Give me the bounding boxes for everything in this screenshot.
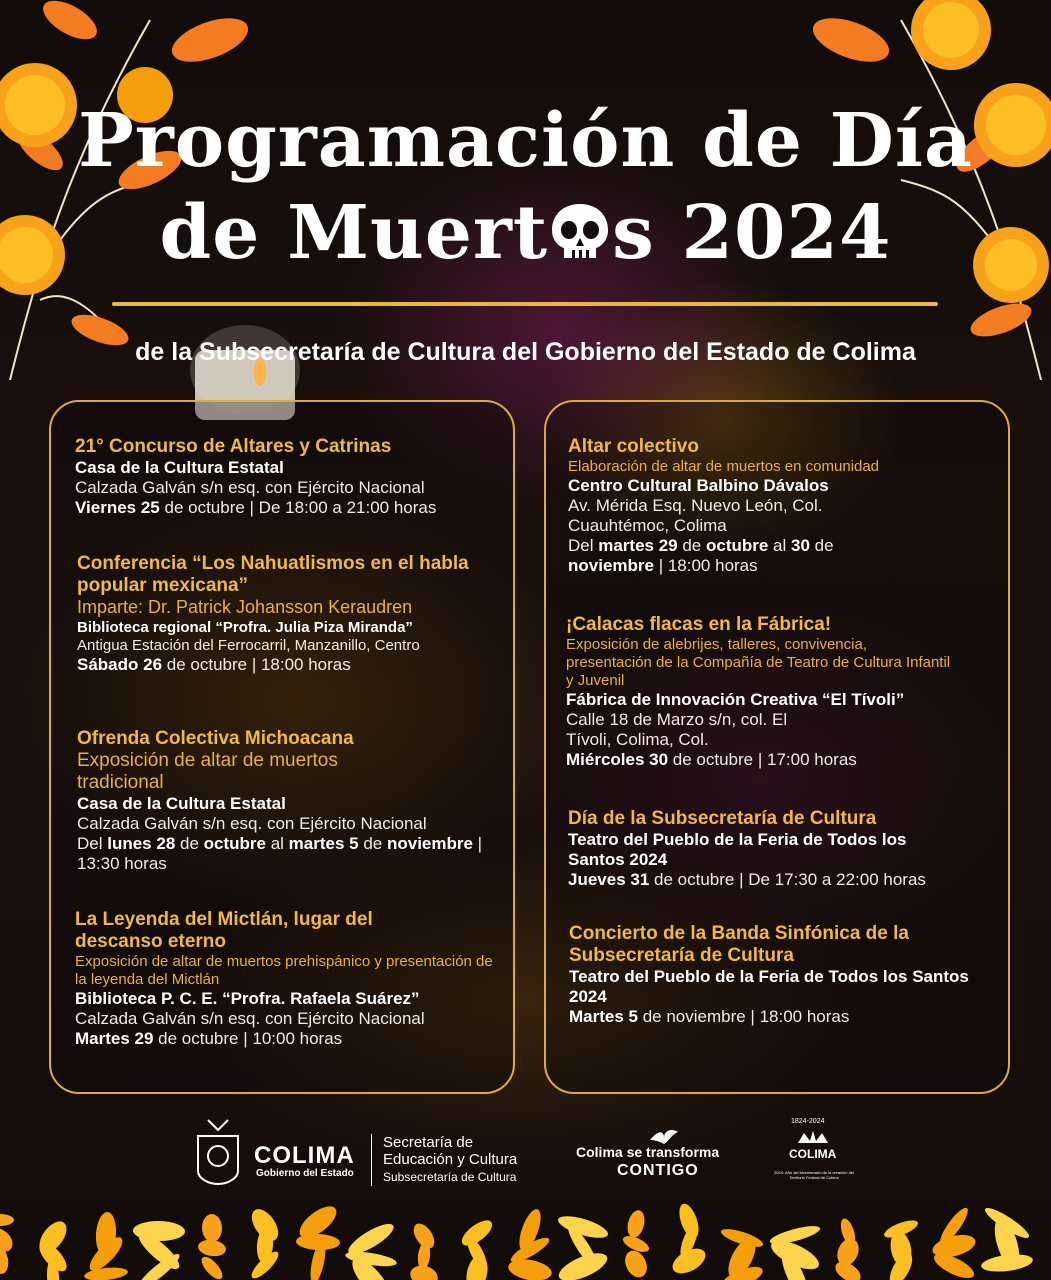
- slogan-line-2: CONTIGO: [617, 1162, 699, 1179]
- event-title: Concierto de la Banda Sinfónica de la Subsecretaría de Cultura: [569, 923, 909, 966]
- event-description: Exposición de altar de muertos tradicional: [77, 750, 338, 793]
- secretaria-line-1: Secretaría de: [383, 1134, 474, 1151]
- event-venue: Teatro del Pueblo de la Feria de Todos los Santos 2024: [568, 830, 907, 869]
- colima-logo-subtitle: Gobierno del Estado: [256, 1168, 354, 1179]
- event-title: Conferencia “Los Nahuatlismos en el habla popular mexicana”: [77, 553, 469, 596]
- event-address: Calle 18 de Marzo s/n, col. El Tívoli, Colima, Col.: [566, 710, 788, 749]
- event-description: Exposición de altar de muertos prehispánico y presentación de la leyenda del Mictlán: [75, 953, 493, 988]
- event-title: ¡Calacas flacas en la Fábrica!: [566, 614, 832, 635]
- event-item: [568, 808, 988, 890]
- event-date: Del lunes 28 de octubre al martes 5 de noviembre | 13:30 horas: [77, 834, 483, 873]
- event-description: Exposición de alebrijes, talleres, convivencia, presentación de la Compañía de Teatro de Cultura Infantil y Juvenil: [566, 636, 951, 689]
- event-item: [569, 923, 989, 1027]
- event-item: [566, 614, 986, 770]
- event-date: Viernes 25 de octubre | De 18:00 a 21:00 horas: [75, 498, 437, 517]
- anniversary-name: COLIMA: [789, 1147, 837, 1161]
- event-venue: Biblioteca regional “Profra. Julia Piza Miranda”: [77, 619, 413, 636]
- event-venue: Teatro del Pueblo de la Feria de Todos los Santos 2024: [569, 967, 969, 1006]
- event-venue: Casa de la Cultura Estatal: [75, 458, 284, 477]
- event-item: [568, 436, 988, 576]
- event-title: Ofrenda Colectiva Michoacana: [77, 728, 354, 749]
- event-item: [77, 553, 497, 675]
- event-description: Imparte: Dr. Patrick Johansson Keraudren: [77, 597, 413, 617]
- secretaria-line-2: Educación y Cultura: [383, 1151, 518, 1168]
- event-date: Del martes 29 de octubre al 30 de noviembre | 18:00 horas: [568, 536, 834, 575]
- anniversary-text: 2024: Año del bicentenario de la creación del Territorio Federal de Colima: [774, 1170, 854, 1180]
- slogan-line-1: Colima se transforma: [576, 1144, 720, 1160]
- marigold-border-bottom: [0, 1200, 1051, 1280]
- secretaria-line-3: Subsecretaría de Cultura: [383, 1170, 517, 1184]
- event-address: Antigua Estación del Ferrocarril, Manzanillo, Centro: [77, 637, 420, 654]
- colima-logo-text: COLIMA: [254, 1142, 355, 1169]
- anniversary-emblem-icon: [796, 1129, 830, 1145]
- event-item: [75, 436, 495, 518]
- page-title-line-2: [0, 188, 1051, 278]
- event-date: Miércoles 30 de octubre | 17:00 horas: [566, 750, 857, 769]
- event-title: Altar colectivo: [568, 436, 699, 457]
- anniversary-years: 1824-2024: [791, 1118, 825, 1125]
- event-date: Sábado 26 de octubre | 18:00 horas: [77, 655, 351, 674]
- title-divider: [112, 302, 938, 306]
- subtitle: de la Subsecretaría de Cultura del Gobierno del Estado de Colima: [135, 338, 916, 366]
- event-address: Av. Mérida Esq. Nuevo León, Col. Cuauhtémoc, Colima: [568, 496, 823, 535]
- event-address: Calzada Galván s/n esq. con Ejército Nacional: [75, 478, 425, 497]
- title-text-a: de Muert: [159, 190, 549, 276]
- page-title-line-1: Programación de Día: [78, 98, 973, 184]
- event-description: Elaboración de altar de muertos en comunidad: [568, 458, 880, 475]
- event-date: Martes 5 de noviembre | 18:00 horas: [569, 1007, 850, 1026]
- event-venue: Centro Cultural Balbino Dávalos: [568, 476, 829, 495]
- event-item: [77, 728, 497, 874]
- event-item: [75, 909, 495, 1049]
- footer-logos: [0, 1112, 1051, 1192]
- event-venue: Casa de la Cultura Estatal: [77, 794, 286, 813]
- title-text-b: s 2024: [612, 190, 892, 276]
- dove-icon: [648, 1126, 680, 1146]
- event-title: 21° Concurso de Altares y Catrinas: [75, 436, 392, 457]
- event-address: Calzada Galván s/n esq. con Ejército Nacional: [75, 1009, 425, 1028]
- event-title: Día de la Subsecretaría de Cultura: [568, 808, 877, 829]
- event-venue: Fábrica de Innovación Creativa “El Tívoli”: [566, 690, 905, 709]
- event-venue: Biblioteca P. C. E. “Profra. Rafaela Suárez”: [75, 989, 420, 1008]
- event-title: La Leyenda del Mictlán, lugar del descanso eterno: [75, 909, 373, 952]
- skull-icon: [548, 200, 612, 264]
- state-seal-icon: [193, 1116, 243, 1186]
- footer-divider: [371, 1134, 372, 1186]
- event-address: Calzada Galván s/n esq. con Ejército Nacional: [77, 814, 427, 833]
- event-date: Jueves 31 de octubre | De 17:30 a 22:00 horas: [568, 870, 926, 889]
- event-date: Martes 29 de octubre | 10:00 horas: [75, 1029, 343, 1048]
